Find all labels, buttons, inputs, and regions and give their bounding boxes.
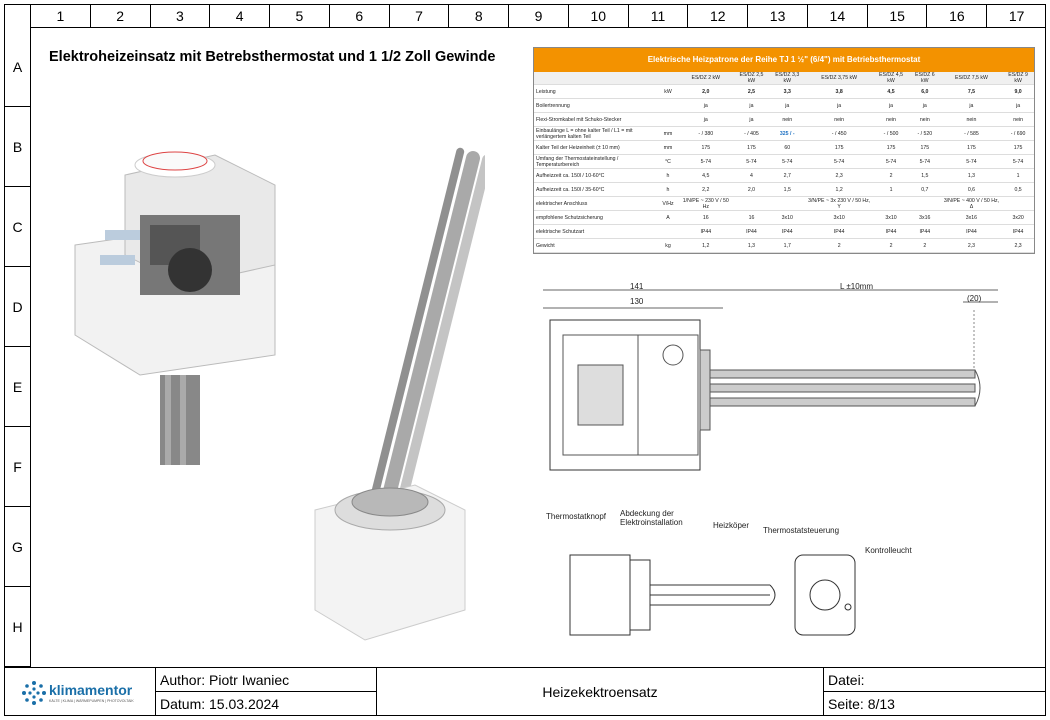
- row-label: Aufheizzeit ca. 150l / 35-60°C: [534, 183, 658, 197]
- table-cell: 1: [1002, 169, 1034, 183]
- row-unit: V/Hz: [658, 197, 678, 211]
- row-unit: [658, 225, 678, 239]
- table-cell: 2,0: [734, 183, 770, 197]
- row-label: Aufheizzeit ca. 150l / 10-60°C: [534, 169, 658, 183]
- spec-table: [533, 47, 1035, 254]
- table-cell: 3,8: [805, 85, 873, 99]
- table-cell: 3x20: [1002, 211, 1034, 225]
- table-row: [534, 197, 1034, 211]
- row-label: B: [5, 107, 30, 187]
- row-label: A: [5, 27, 30, 107]
- column-label: 9: [508, 5, 568, 27]
- schematic-drawing: [550, 525, 870, 650]
- table-cell: 16: [678, 211, 734, 225]
- table-row: [534, 239, 1034, 253]
- column-label: 5: [269, 5, 329, 27]
- table-cell: [769, 197, 805, 211]
- table-cell: 1: [873, 183, 909, 197]
- row-unit: h: [658, 183, 678, 197]
- table-cell: - / 405: [734, 127, 770, 141]
- table-cell: 2: [873, 239, 909, 253]
- table-cell: 4,5: [873, 85, 909, 99]
- table-row: [534, 141, 1034, 155]
- column-label: 2: [90, 5, 150, 27]
- author-field: Author: Piotr Iwaniec: [155, 668, 377, 692]
- table-row: [534, 211, 1034, 225]
- column-label: 6: [329, 5, 389, 27]
- row-label: F: [5, 427, 30, 507]
- row-label: Gewicht: [534, 239, 658, 253]
- table-cell: - / 690: [1002, 127, 1034, 141]
- drawing-sheet: [4, 4, 1046, 716]
- table-cell: 5-74: [1002, 155, 1034, 169]
- product-image-open-housing: [65, 135, 285, 465]
- column-label: 17: [986, 5, 1046, 27]
- table-cell: ja: [909, 99, 941, 113]
- logo-icon: [21, 680, 47, 706]
- table-cell: 4,5: [678, 169, 734, 183]
- table-cell: 5-74: [734, 155, 770, 169]
- table-cell: 1,3: [734, 239, 770, 253]
- model-header: ES/DZ 6 kW: [909, 72, 941, 85]
- row-label: Boilertrennung: [534, 99, 658, 113]
- table-cell: ja: [941, 99, 1003, 113]
- model-header: ES/DZ 2,5 kW: [734, 72, 770, 85]
- table-cell: 1,7: [769, 239, 805, 253]
- table-cell: 2: [805, 239, 873, 253]
- model-header: ES/DZ 3,3 kW: [769, 72, 805, 85]
- table-cell: 175: [1002, 141, 1034, 155]
- table-cell: 3x10: [805, 211, 873, 225]
- table-cell: 325 / -: [769, 127, 805, 141]
- table-cell: - / 450: [805, 127, 873, 141]
- file-field: Datei:: [823, 668, 1045, 692]
- table-cell: [909, 197, 941, 211]
- table-cell: 0,5: [1002, 183, 1034, 197]
- table-cell: 3x16: [941, 211, 1003, 225]
- table-cell: 6,0: [909, 85, 941, 99]
- table-cell: [734, 197, 770, 211]
- row-label: D: [5, 267, 30, 347]
- column-label: 11: [628, 5, 688, 27]
- table-cell: 3,3: [769, 85, 805, 99]
- table-cell: IP44: [909, 225, 941, 239]
- table-cell: 1,2: [805, 183, 873, 197]
- date-field: Datum: 15.03.2024: [155, 692, 377, 716]
- table-cell: 3x16: [909, 211, 941, 225]
- dim-130: 130: [630, 297, 644, 306]
- table-cell: ja: [805, 99, 873, 113]
- model-header: ES/DZ 7,5 kW: [941, 72, 1003, 85]
- table-cell: nein: [769, 113, 805, 127]
- page-title: Elektroheizeinsatz mit Betrebsthermostat und 1 1/2 Zoll Gewinde: [49, 49, 496, 65]
- row-unit: h: [658, 169, 678, 183]
- table-cell: 175: [941, 141, 1003, 155]
- product-image-heater: [305, 140, 485, 650]
- table-cell: 4: [734, 169, 770, 183]
- table-cell: 0,7: [909, 183, 941, 197]
- table-cell: ja: [678, 99, 734, 113]
- column-label: 14: [807, 5, 867, 27]
- table-cell: 2: [873, 169, 909, 183]
- column-label: 13: [747, 5, 807, 27]
- table-cell: IP44: [678, 225, 734, 239]
- table-cell: 3/N/PE ~ 3x 230 V / 50 Hz, Y: [805, 197, 873, 211]
- table-cell: 3/N/PE ~ 400 V / 50 Hz, Δ: [941, 197, 1003, 211]
- table-cell: IP44: [805, 225, 873, 239]
- column-label: 1: [30, 5, 90, 27]
- label-heater: Heizköper: [713, 521, 750, 530]
- row-label: Umfang der Thermostateinstellung / Temperaturbereich: [534, 155, 658, 169]
- table-cell: 5-74: [873, 155, 909, 169]
- table-cell: nein: [941, 113, 1003, 127]
- table-row: [534, 99, 1034, 113]
- label-cover: Abdeckung der Elektroinstallation: [620, 509, 683, 527]
- table-cell: [1002, 197, 1034, 211]
- title-block: [5, 667, 1045, 716]
- table-cell: ja: [1002, 99, 1034, 113]
- table-cell: 2,2: [678, 183, 734, 197]
- table-cell: 1,5: [909, 169, 941, 183]
- table-cell: - / 500: [873, 127, 909, 141]
- logo: [5, 668, 156, 716]
- row-label: Einbaulänge L = ohne kalter Teil / L1 = mit verlängertem kalten Teil: [534, 127, 658, 141]
- table-cell: IP44: [1002, 225, 1034, 239]
- table-cell: ja: [873, 99, 909, 113]
- table-cell: 1,3: [941, 169, 1003, 183]
- table-cell: 5-74: [678, 155, 734, 169]
- table-cell: 5-74: [805, 155, 873, 169]
- table-cell: - / 380: [678, 127, 734, 141]
- table-row: [534, 113, 1034, 127]
- row-unit: [658, 99, 678, 113]
- table-cell: 3x10: [769, 211, 805, 225]
- technical-drawing: [538, 280, 1038, 495]
- row-label: E: [5, 347, 30, 427]
- row-unit: kg: [658, 239, 678, 253]
- table-row: [534, 169, 1034, 183]
- table-cell: 175: [734, 141, 770, 155]
- row-unit: [658, 113, 678, 127]
- table-cell: 2,3: [1002, 239, 1034, 253]
- table-cell: 9,0: [1002, 85, 1034, 99]
- table-cell: nein: [805, 113, 873, 127]
- row-label: Leistung: [534, 85, 658, 99]
- table-cell: ja: [678, 113, 734, 127]
- column-label: 3: [150, 5, 210, 27]
- logo-text: klimamentor: [49, 682, 133, 698]
- table-cell: - / 585: [941, 127, 1003, 141]
- model-header: ES/DZ 3,75 kW: [805, 72, 873, 85]
- table-cell: 2,7: [769, 169, 805, 183]
- column-label: 16: [926, 5, 986, 27]
- table-cell: 2,0: [678, 85, 734, 99]
- table-cell: 2: [909, 239, 941, 253]
- table-cell: 175: [678, 141, 734, 155]
- table-cell: IP44: [734, 225, 770, 239]
- row-label: G: [5, 507, 30, 587]
- row-label: Flexi-Stromkabel mit Schuko-Stecker: [534, 113, 658, 127]
- drawing-name: Heizekektroensatz: [377, 668, 824, 716]
- table-cell: 175: [909, 141, 941, 155]
- table-cell: 60: [769, 141, 805, 155]
- table-cell: 16: [734, 211, 770, 225]
- table-cell: 1,2: [678, 239, 734, 253]
- table-cell: 175: [805, 141, 873, 155]
- row-label: elektrischer Anschluss: [534, 197, 658, 211]
- table-cell: ja: [734, 99, 770, 113]
- column-label: 7: [389, 5, 449, 27]
- column-label: 4: [209, 5, 269, 27]
- row-unit: A: [658, 211, 678, 225]
- table-row: [534, 225, 1034, 239]
- label-thermostat-knob: Thermostatknopf: [546, 512, 607, 521]
- row-label: empfohlene Schutzsicherung: [534, 211, 658, 225]
- table-cell: - / 520: [909, 127, 941, 141]
- spec-table-body: [534, 72, 1034, 253]
- column-label: 15: [867, 5, 927, 27]
- row-header: [5, 27, 31, 667]
- column-label: 10: [568, 5, 628, 27]
- table-cell: 175: [873, 141, 909, 155]
- table-cell: 2,3: [941, 239, 1003, 253]
- row-unit: mm: [658, 141, 678, 155]
- logo-subtitle: KÄLTE | KLIMA | WÄRMEPUMPEN | PHOTOVOLTAIK: [49, 699, 134, 703]
- model-header: ES/DZ 4,5 kW: [873, 72, 909, 85]
- column-header: [30, 5, 1046, 28]
- table-cell: 1,5: [769, 183, 805, 197]
- model-header: ES/DZ 9 kW: [1002, 72, 1034, 85]
- table-cell: IP44: [769, 225, 805, 239]
- table-cell: 2,3: [805, 169, 873, 183]
- label-thermostat-control: Thermostatsteuerung: [763, 526, 840, 535]
- table-cell: ja: [734, 113, 770, 127]
- model-header: ES/DZ 2 kW: [678, 72, 734, 85]
- row-label: H: [5, 587, 30, 667]
- row-label: C: [5, 187, 30, 267]
- table-cell: 2,5: [734, 85, 770, 99]
- table-cell: 1/N/PE ~ 230 V / 50 Hz: [678, 197, 734, 211]
- table-cell: [873, 197, 909, 211]
- table-cell: IP44: [873, 225, 909, 239]
- table-row: [534, 155, 1034, 169]
- row-label: Kalter Teil der Heizeinheit (± 10 mm): [534, 141, 658, 155]
- table-row: [534, 127, 1034, 141]
- table-cell: nein: [909, 113, 941, 127]
- table-cell: 5-74: [769, 155, 805, 169]
- row-label: elektrische Schutzart: [534, 225, 658, 239]
- row-unit: °C: [658, 155, 678, 169]
- dim-l: L ±10mm: [840, 282, 873, 291]
- table-cell: 5-74: [909, 155, 941, 169]
- table-row: [534, 85, 1034, 99]
- table-cell: 7,5: [941, 85, 1003, 99]
- label-control-lamp: Kontrolleucht: [865, 546, 912, 555]
- dim-20: (20): [967, 294, 982, 303]
- page-field: Seite: 8/13: [828, 696, 895, 712]
- dim-141: 141: [630, 282, 644, 291]
- column-label: 12: [687, 5, 747, 27]
- table-cell: 3x10: [873, 211, 909, 225]
- spec-table-title: Elektrische Heizpatrone der Reihe TJ 1 ½" (6/4") mit Betriebsthermostat: [534, 48, 1034, 72]
- table-row: [534, 183, 1034, 197]
- table-cell: ja: [769, 99, 805, 113]
- row-unit: mm: [658, 127, 678, 141]
- table-cell: nein: [1002, 113, 1034, 127]
- table-cell: nein: [873, 113, 909, 127]
- table-cell: 0,6: [941, 183, 1003, 197]
- table-cell: 5-74: [941, 155, 1003, 169]
- row-unit: kW: [658, 85, 678, 99]
- table-cell: IP44: [941, 225, 1003, 239]
- column-label: 8: [448, 5, 508, 27]
